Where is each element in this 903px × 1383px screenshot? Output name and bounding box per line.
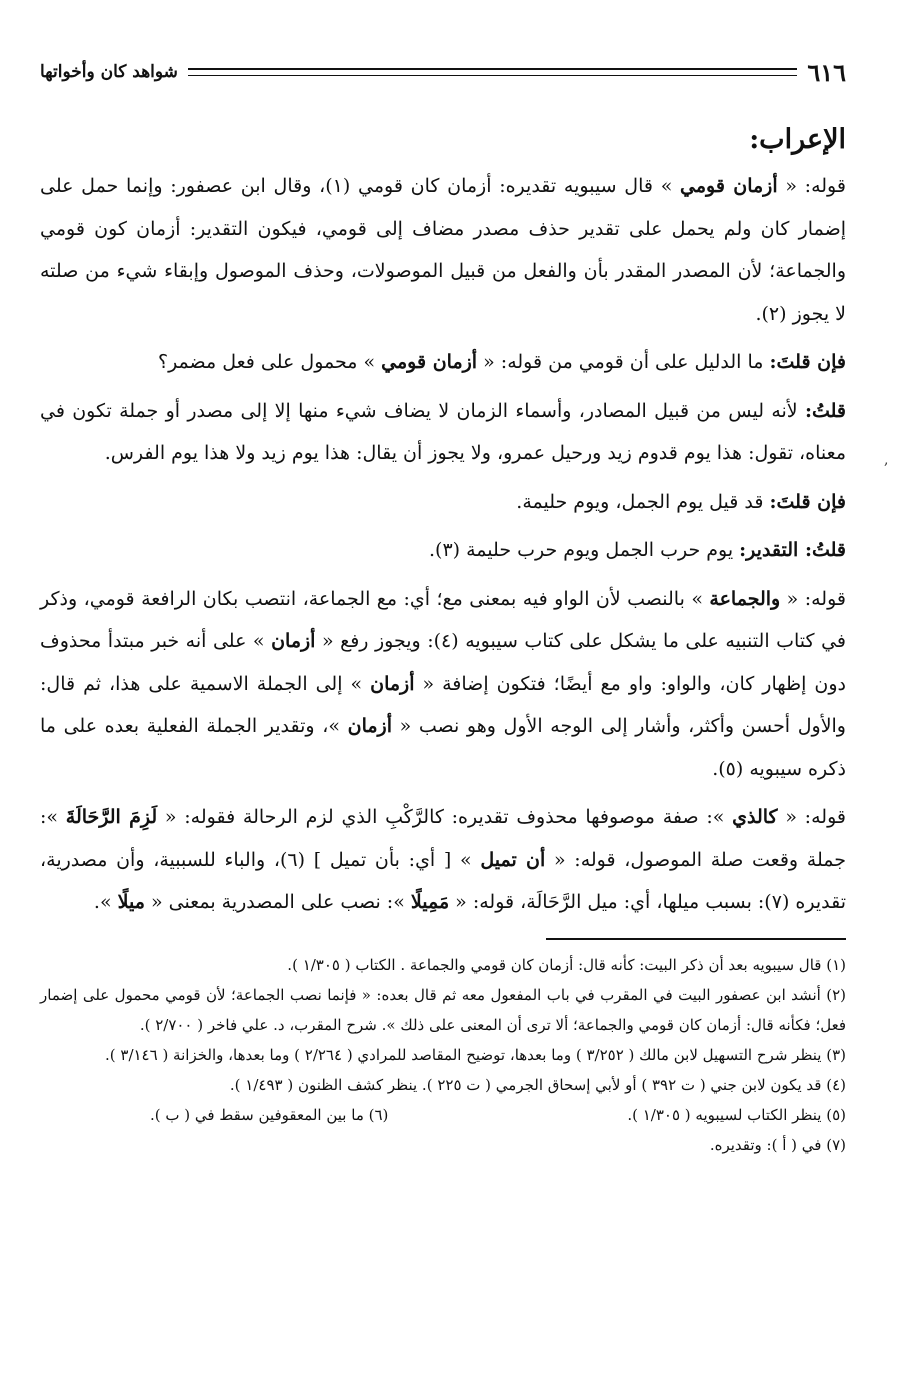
text: »: صفة موصوفها محذوف تقديره: كالرَّكْبِ الذي لزم الرحالة فقوله: «	[164, 806, 725, 828]
text: » إلى الجملة الاسمية على هذا، ثم قال: والأول أحسن وأكثر، وأشار إلى الوجه الأول وهو نصب «	[40, 672, 846, 737]
text: » بالنصب لأن الواو فيه بمعنى مع؛ أي: مع الجماعة، انتصب بكان الرافعة قومي، وذكر في كتاب التنبيه على ما يشكل على كتاب سيبويه (٤): ويجوز رفع «	[40, 587, 846, 652]
text: لأنه ليس من قبيل المصادر، وأسماء الزمان لا يضاف شيء منها إلا إلى مصدر أو جملة تكون في معناه، تقول: هذا يوم قدوم زيد ورحيل عمرو، ولا يجوز أن يقال: هذا يوم زيد ولا هذا يوم الفرس.	[40, 399, 846, 464]
answer-marker: قلتُ:	[804, 399, 846, 422]
text: ».	[93, 891, 112, 913]
quoted-term: مَمِيلًا	[410, 891, 450, 913]
running-head	[40, 52, 846, 92]
quoted-term: كالذي	[732, 806, 778, 828]
footnote: (٤) قد يكون لابن جني ( ت ٣٩٢ ) أو لأبي إسحاق الجرمي ( ت ٢٢٥ ). ينظر كشف الظنون ( ١/٤٩٣ ).	[229, 1075, 846, 1094]
page-number: ٦١٦	[807, 57, 846, 87]
question-marker: فإن قلتَ:	[769, 351, 846, 373]
text: قد قيل يوم الجمل، ويوم حليمة.	[516, 490, 770, 513]
running-title: شواهد كان وأخواتها	[40, 62, 178, 82]
footnote: (٣) ينظر شرح التسهيل لابن مالك ( ٣/٢٥٢ ) وما بعدها، توضيح المقاصد للمرادي ( ٢/٢٦٤ ) وما بعدها، والخزانة ( ٣/١٤٦ ).	[105, 1045, 846, 1064]
footnote: (٦) ما بين المعقوفين سقط في ( ب ).	[150, 1105, 389, 1124]
text: » محمول على فعل مضمر؟	[157, 351, 376, 373]
footnote-separator	[546, 938, 846, 940]
footnote: (١) قال سيبويه بعد أن ذكر البيت: كأنه قال: أزمان كان قومي والجماعة . الكتاب ( ١/٣٠٥ ).	[287, 955, 846, 974]
footnote: (٧) في ( أ ): وتقديره.	[709, 1135, 846, 1154]
text: » على أنه خبر مبتدأ محذوف دون إظهار كان، والواو: واو مع أيضًا؛ فتكون إضافة «	[40, 630, 846, 695]
text: قوله: «	[785, 175, 846, 197]
text: قوله: «	[785, 806, 846, 828]
paragraph-7	[40, 796, 846, 924]
quoted-term: لَزِمَ الرَّحَالَةَ	[65, 806, 158, 828]
footnote: (٢) أنشد ابن عصفور البيت في المقرب في باب المفعول معه ثم قال بعده: « فإنما نصب الجماعة؛ لأن قومي محمول على إضمار فعل؛ فكأنه قال: أزمان كان قومي والجماعة؛ ألا ترى أن المعنى على ذلك ». شرح المقرب، د. علي فاخر ( ٢/٧٠٠ ).	[40, 985, 846, 1034]
paragraph-1	[40, 165, 846, 335]
section-heading: الإعراب:	[749, 124, 846, 155]
header-rule	[188, 68, 797, 76]
text: »: جملة وقعت صلة الموصول، قوله: «	[40, 806, 847, 871]
answer-marker: قلتُ: التقدير:	[739, 539, 846, 561]
paragraph-4	[40, 481, 846, 524]
quoted-term: ميلًا	[117, 891, 145, 913]
quoted-term: أزمان قومي	[680, 175, 778, 197]
quoted-term: أزمان	[271, 630, 316, 652]
quoted-term: أزمان قومي	[381, 351, 478, 373]
text: قوله: «	[786, 587, 846, 610]
paragraph-2	[40, 341, 846, 384]
quoted-term: أن تميل	[480, 848, 546, 871]
paragraph-6	[40, 578, 846, 791]
text: » [ أي: بأن تميل ] (٦)، والباء للسببية، وأن مصدرية، تقديره (٧): بسبب ميلها، أي: ميل الرَّحَالَة، قوله: «	[40, 848, 846, 913]
question-marker: فإن قلتَ:	[769, 490, 846, 513]
book-page	[40, 52, 846, 1352]
quoted-term: والجماعة	[709, 587, 781, 610]
paragraph-3	[40, 390, 846, 475]
footnotes	[40, 950, 846, 1160]
quoted-term: أزمان	[347, 715, 392, 737]
text: ما الدليل على أن قومي من قوله: «	[483, 351, 770, 373]
footnote-row	[40, 1100, 846, 1130]
text: »، وتقدير الجملة الفعلية بعده على ما ذكره سيبويه (٥).	[40, 715, 846, 780]
footnote: (٥) ينظر الكتاب لسيبويه ( ١/٣٠٥ ).	[627, 1105, 846, 1124]
quoted-term: أزمان	[370, 672, 415, 695]
text: يوم حرب الجمل ويوم حرب حليمة (٣).	[429, 539, 740, 561]
paragraph-5	[40, 529, 846, 572]
text: »: نصب على المصدرية بمعنى «	[150, 891, 405, 913]
text: » قال سيبويه تقديره: أزمان كان قومي (١)، وقال ابن عصفور: وإنما حمل على إضمار كان ولم يحمل على تقدير حذف مصدر مضاف إلى قومي، فيكون التقدير: أزمان كون قومي والجماعة؛ لأن المصدر المقدر بأن والفعل من قبيل الموصولات، وحذف الموصول وإبقاء شيء من صلته لا يجوز (٢).	[40, 175, 846, 325]
margin-mark: ,	[884, 452, 889, 468]
